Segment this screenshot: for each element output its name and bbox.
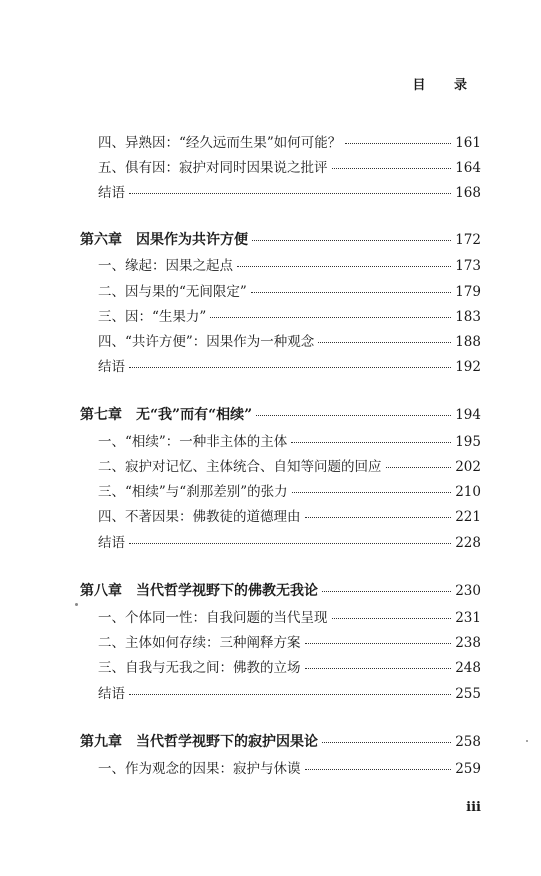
toc-entry-page: 259 (455, 761, 481, 777)
toc-entry-title: 一、作为观念的因果：寂护与休谟 (98, 761, 301, 777)
toc-entry-title: 三、自我与无我之间：佛教的立场 (98, 660, 301, 676)
toc-section-entry (98, 480, 481, 500)
dot-leader (305, 643, 452, 644)
toc-header: 目 录 (412, 78, 479, 93)
toc-chapter-entry (80, 404, 481, 424)
toc-entry-title: 第七章 无“我”而有“相续” (80, 407, 253, 423)
toc-section-entry (98, 181, 481, 201)
dot-leader (318, 342, 451, 343)
toc-entry-title: 一、缘起：因果之起点 (98, 258, 233, 274)
dot-leader (322, 591, 451, 592)
toc-entry-page: 231 (455, 610, 481, 626)
page-number-roman: iii (466, 800, 481, 815)
toc-entry-page: 221 (455, 509, 481, 525)
dot-leader (291, 442, 451, 443)
toc-section-entry (98, 631, 481, 651)
dot-leader (305, 517, 452, 518)
dot-leader (237, 266, 451, 267)
toc-entry-page: 255 (455, 686, 481, 702)
dot-leader (129, 367, 451, 368)
toc-entry-title: 二、主体如何存续：三种阐释方案 (98, 635, 301, 651)
toc-entry-page: 210 (455, 484, 481, 500)
toc-entry-page: 194 (455, 407, 481, 423)
toc-entry-title: 三、“相续”与“刹那差别”的张力 (98, 484, 288, 500)
toc-section-entry (98, 131, 481, 151)
toc-entry-title: 第六章 因果作为共许方便 (80, 232, 248, 248)
toc-section-entry (98, 531, 481, 551)
toc-section-entry (98, 682, 481, 702)
toc-entry-page: 248 (455, 660, 481, 676)
toc-entry-title: 五、俱有因：寂护对同时因果说之批评 (98, 160, 328, 176)
toc-entry-title: 第九章 当代哲学视野下的寂护因果论 (80, 734, 318, 750)
toc-section-entry (98, 156, 481, 176)
dot-leader (305, 769, 452, 770)
toc-section-entry (98, 430, 481, 450)
toc-entry-title: 结语 (98, 185, 125, 201)
dot-leader (332, 168, 452, 169)
toc-entry-title: 一、个体同一性：自我问题的当代呈现 (98, 610, 328, 626)
dot-leader (386, 467, 452, 468)
toc-entry-title: 四、异熟因：“经久远而生果”如何可能？ (98, 135, 342, 151)
dot-leader (252, 240, 451, 241)
toc-entry-title: 四、“共许方便”：因果作为一种观念 (98, 334, 315, 350)
dot-leader (210, 317, 451, 318)
toc-chapter-entry (80, 229, 481, 249)
toc-section-entry (98, 355, 481, 375)
toc-section-entry (98, 330, 481, 350)
toc-entry-page: 183 (455, 309, 481, 325)
toc-entry-page: 238 (455, 635, 481, 651)
dot-leader (345, 143, 451, 144)
toc-entry-title: 第八章 当代哲学视野下的佛教无我论 (80, 583, 318, 599)
scan-speck (526, 740, 528, 742)
toc-entry-page: 179 (455, 284, 481, 300)
toc-entry-title: 四、不著因果：佛教徒的道德理由 (98, 509, 301, 525)
dot-leader (305, 668, 452, 669)
toc-entry-page: 188 (455, 334, 481, 350)
toc-section-entry (98, 305, 481, 325)
toc-entry-page: 195 (455, 434, 481, 450)
dot-leader (129, 543, 451, 544)
toc-entry-title: 结语 (98, 686, 125, 702)
toc-entry-page: 172 (455, 232, 481, 248)
toc-entry-page: 230 (455, 583, 481, 599)
toc-entry-page: 173 (455, 258, 481, 274)
toc-entry-title: 一、“相续”：一种非主体的主体 (98, 434, 288, 450)
toc-section-entry (98, 606, 481, 626)
toc-section-entry (98, 505, 481, 525)
scan-speck (75, 603, 78, 606)
dot-leader (251, 292, 451, 293)
dot-leader (129, 694, 451, 695)
dot-leader (322, 742, 451, 743)
toc-entry-page: 192 (455, 359, 481, 375)
toc-section-entry (98, 280, 481, 300)
toc-entry-title: 结语 (98, 359, 125, 375)
dot-leader (292, 492, 452, 493)
toc-entry-page: 202 (455, 459, 481, 475)
dot-leader (129, 193, 451, 194)
toc-section-entry (98, 656, 481, 676)
toc-chapter-entry (80, 580, 481, 600)
toc-chapter-entry (80, 731, 481, 751)
toc-section-entry (98, 757, 481, 777)
toc-entry-title: 结语 (98, 535, 125, 551)
toc-entry-page: 228 (455, 535, 481, 551)
toc-section-entry (98, 455, 481, 475)
toc-entry-title: 二、因与果的“无间限定” (98, 284, 247, 300)
toc-entry-title: 二、寂护对记忆、主体统合、自知等问题的回应 (98, 459, 382, 475)
dot-leader (332, 618, 452, 619)
toc-entry-page: 164 (455, 160, 481, 176)
dot-leader (256, 415, 451, 416)
toc-entry-page: 258 (455, 734, 481, 750)
toc-entry-page: 168 (455, 185, 481, 201)
toc-entry-title: 三、因：“生果力” (98, 309, 207, 325)
toc-entry-page: 161 (455, 135, 481, 151)
toc-section-entry (98, 254, 481, 274)
